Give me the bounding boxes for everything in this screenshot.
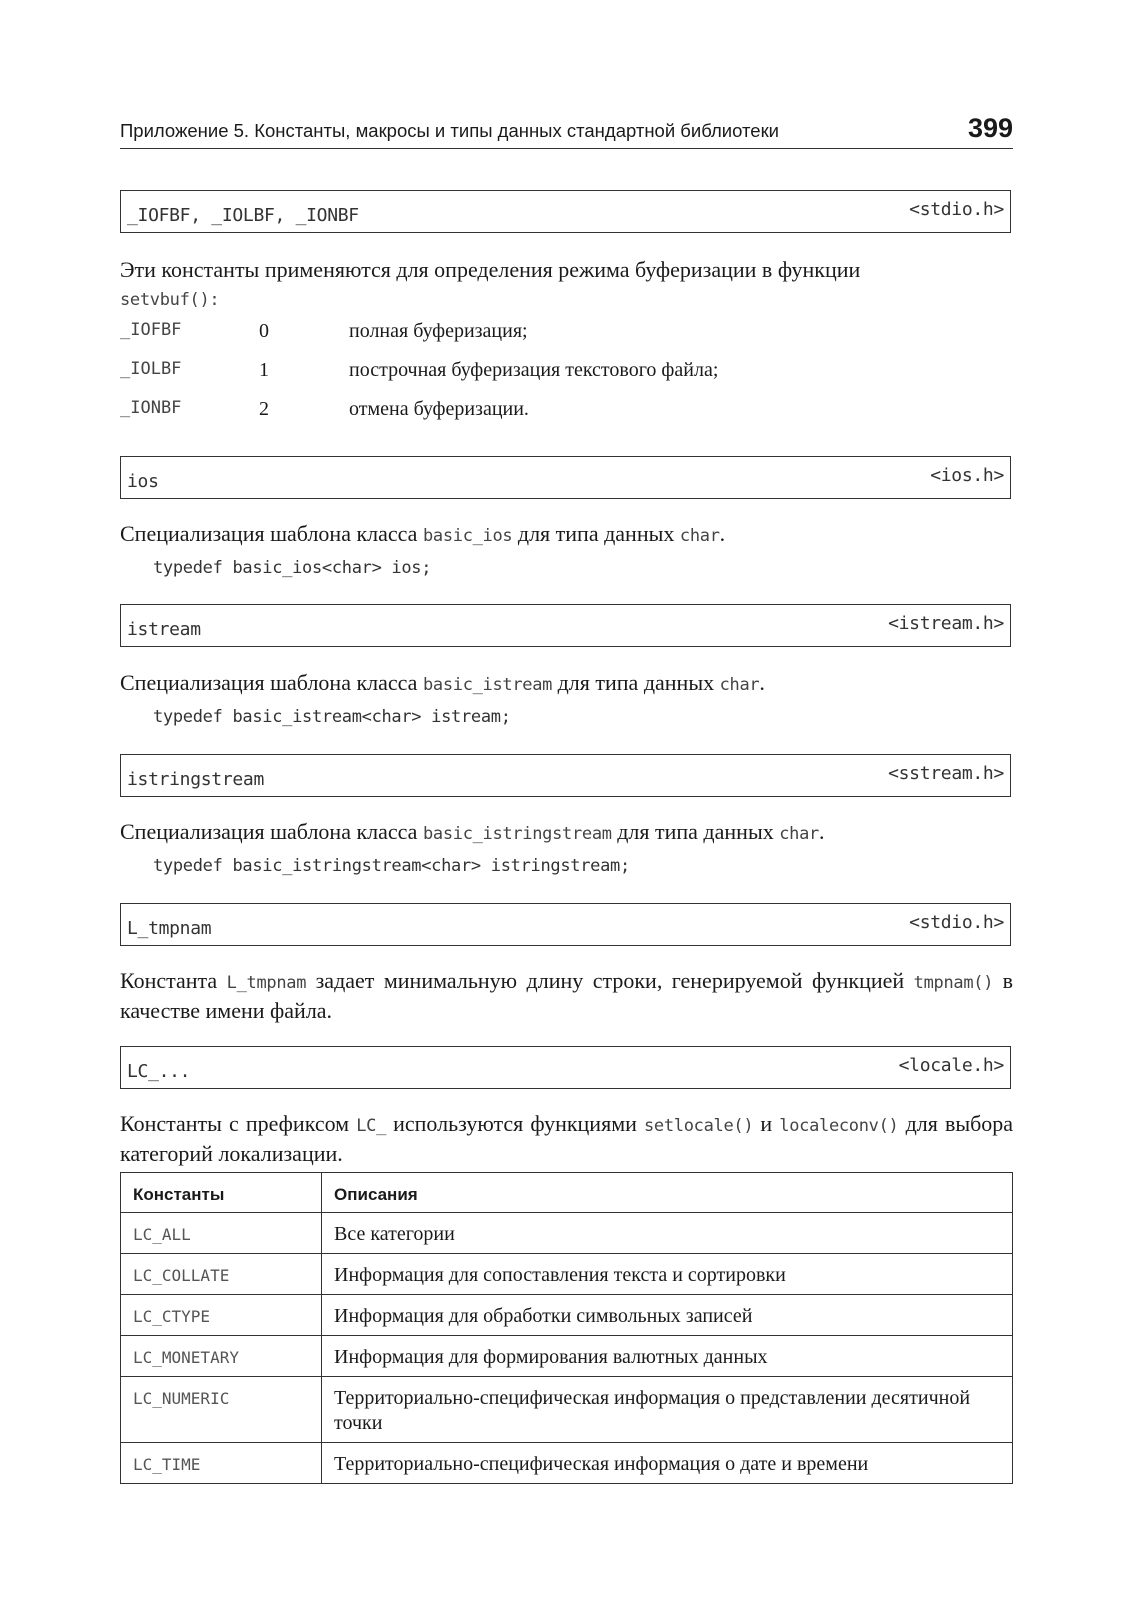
entry-header-file: <istream.h> bbox=[888, 613, 1004, 634]
entry-box-iofbf bbox=[120, 190, 1011, 233]
table-row bbox=[121, 1213, 1013, 1254]
constant-cell: LC_COLLATE bbox=[121, 1254, 322, 1295]
running-head bbox=[120, 108, 1013, 149]
lc-constants-table bbox=[120, 1172, 1013, 1484]
entry-description: Константы с префиксом LC_ используются функциями setlocale() и localeconv() для выбора категорий локализации. bbox=[120, 1111, 1014, 1166]
entry-box-istringstream bbox=[120, 754, 1011, 797]
table-row bbox=[121, 1336, 1013, 1377]
description-cell: Территориально-специфическая информация о представлении десятичной точки bbox=[322, 1377, 1013, 1443]
column-header: Константы bbox=[121, 1173, 322, 1213]
description-cell: Все категории bbox=[322, 1213, 1013, 1254]
typedef-line: typedef basic_ios<char> ios; bbox=[153, 558, 432, 578]
entry-name: LC_... bbox=[127, 1061, 191, 1082]
entry-name: L_tmpnam bbox=[127, 918, 212, 939]
constant-cell: LC_CTYPE bbox=[121, 1295, 322, 1336]
buffer-mode-row: _IONBF 2 отмена буферизации. bbox=[120, 398, 529, 420]
table-row bbox=[121, 1443, 1013, 1484]
entry-description: Специализация шаблона класса basic_ios для типа данных char. bbox=[120, 521, 726, 546]
page-number: 399 bbox=[967, 113, 1013, 143]
entry-box-lc bbox=[120, 1046, 1011, 1089]
entry-description: Специализация шаблона класса basic_istringstream для типа данных char. bbox=[120, 819, 825, 844]
table-header-row bbox=[121, 1173, 1013, 1213]
entry-box-l-tmpnam bbox=[120, 903, 1011, 946]
entry-description: Специализация шаблона класса basic_istream для типа данных char. bbox=[120, 670, 765, 695]
constant-cell: LC_NUMERIC bbox=[121, 1377, 322, 1443]
chapter-title: Приложение 5. Константы, макросы и типы данных стандартной библиотеки bbox=[120, 120, 779, 141]
entry-header-file: <ios.h> bbox=[930, 465, 1004, 486]
buffer-mode-row: _IOLBF 1 построчная буферизация текстового файла; bbox=[120, 359, 719, 381]
table-row bbox=[121, 1254, 1013, 1295]
entry-header-file: <sstream.h> bbox=[888, 763, 1004, 784]
description-cell: Территориально-специфическая информация о дате и времени bbox=[322, 1443, 1013, 1484]
entry-name: istringstream bbox=[127, 769, 264, 790]
description-cell: Информация для формирования валютных данных bbox=[322, 1336, 1013, 1377]
constant-cell: LC_MONETARY bbox=[121, 1336, 322, 1377]
table-row bbox=[121, 1377, 1013, 1443]
entry-header-file: <stdio.h> bbox=[909, 912, 1004, 933]
typedef-line: typedef basic_istream<char> istream; bbox=[153, 707, 511, 727]
typedef-line: typedef basic_istringstream<char> istringstream; bbox=[153, 856, 630, 876]
entry-name: ios bbox=[127, 471, 159, 492]
entry-description: Эти константы применяются для определения режима буферизации в функции setvbuf(): bbox=[120, 257, 861, 310]
entry-name: istream bbox=[127, 619, 201, 640]
entry-header-file: <stdio.h> bbox=[909, 199, 1004, 220]
entry-box-istream bbox=[120, 604, 1011, 647]
entry-header-file: <locale.h> bbox=[898, 1055, 1004, 1076]
column-header: Описания bbox=[322, 1173, 1013, 1213]
description-cell: Информация для сопоставления текста и сортировки bbox=[322, 1254, 1013, 1295]
entry-name: _IOFBF, _IOLBF, _IONBF bbox=[127, 205, 359, 226]
table-row bbox=[121, 1295, 1013, 1336]
entry-description: Константа L_tmpnam задает минимальную длину строки, генерируемой функцией tmpnam() в качестве имени файла. bbox=[120, 968, 1014, 1023]
constant-cell: LC_ALL bbox=[121, 1213, 322, 1254]
description-cell: Информация для обработки символьных записей bbox=[322, 1295, 1013, 1336]
constant-cell: LC_TIME bbox=[121, 1443, 322, 1484]
buffer-mode-row: _IOFBF 0 полная буферизация; bbox=[120, 320, 528, 342]
inline-code: setvbuf(): bbox=[120, 290, 220, 310]
book-page bbox=[120, 108, 1014, 1475]
entry-box-ios bbox=[120, 456, 1011, 499]
